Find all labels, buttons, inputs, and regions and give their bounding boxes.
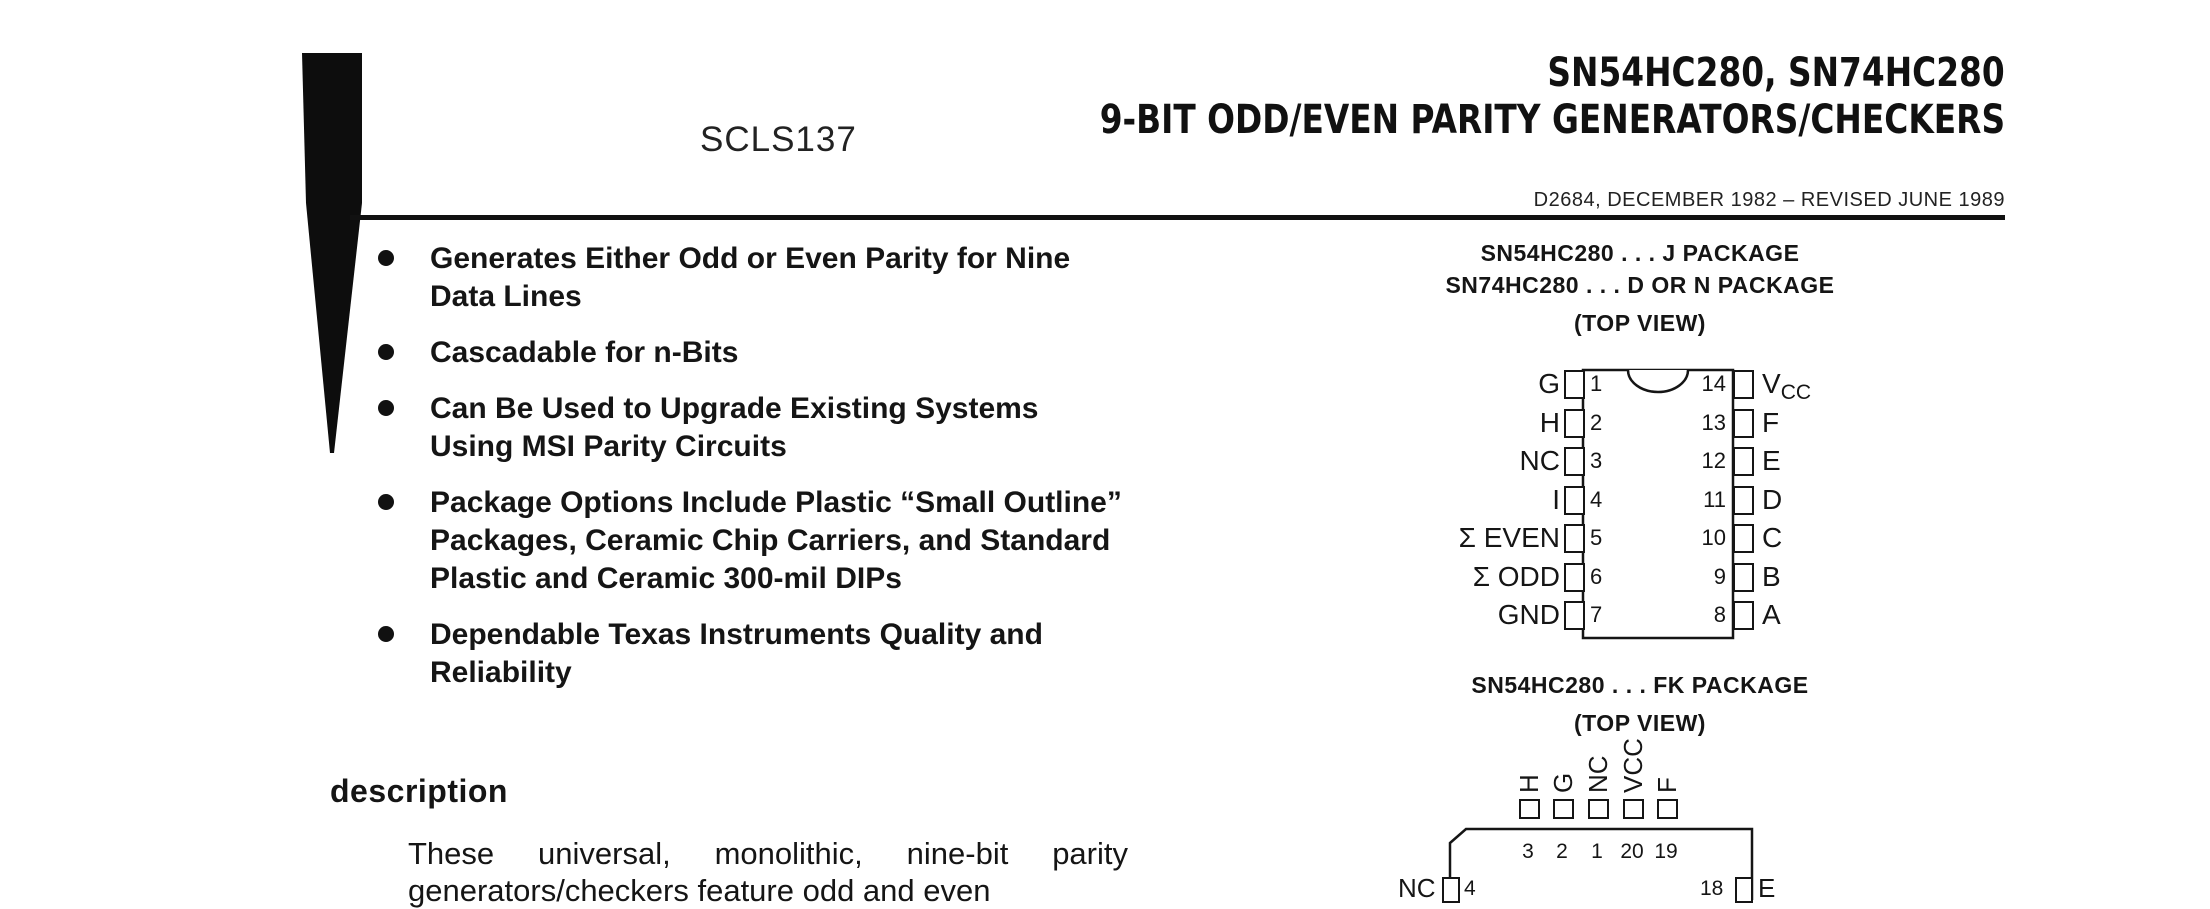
- feature-item: [370, 334, 1130, 372]
- dip-pin-number: 8: [1713, 602, 1726, 627]
- fk-pin-number: 19: [1654, 840, 1678, 863]
- fk-pin-label: G: [1548, 772, 1578, 793]
- dip-pin-label: G: [1538, 368, 1560, 399]
- fk-top-view-caption: (TOP VIEW): [1574, 710, 1706, 736]
- part-numbers-title: SN54HC280, SN74HC280: [1547, 50, 2005, 96]
- dip-pin-number: 4: [1590, 486, 1603, 512]
- feature-text: Generates Either Odd or Even Parity for Nine Data Lines: [430, 242, 1071, 313]
- fk-pin-label: H: [1514, 774, 1544, 793]
- feature-text: Dependable Texas Instruments Quality and Reliability: [430, 618, 1043, 689]
- dip-pin-label: B: [1762, 560, 1781, 592]
- dip-pin-number: 3: [1590, 448, 1603, 473]
- dip-pin-box: [1733, 486, 1754, 515]
- revision-line: D2684, DECEMBER 1982 – REVISED JUNE 1989: [1533, 189, 2005, 211]
- bullet-icon: [378, 494, 394, 510]
- dip-pin-label: $V_{CC}$: [1762, 368, 1812, 404]
- fk-pin-number: 4: [1464, 877, 1476, 900]
- fk-pin-number: 3: [1522, 840, 1534, 863]
- fk-pin-box: [1735, 877, 1753, 903]
- dip-pin-label: D: [1762, 483, 1783, 515]
- feature-text: Package Options Include Plastic “Small Outline” Packages, Ceramic Chip Carriers, and Standard Plastic and Ceramic 300-mil DIPs: [430, 486, 1122, 595]
- fk-pin-box: [1588, 799, 1609, 819]
- bullet-icon: [378, 626, 394, 642]
- dip-package-caption-dn: SN74HC280 . . . D OR N PACKAGE: [1445, 272, 1835, 298]
- dip-pin-label: E: [1762, 445, 1781, 476]
- dip-pin-box: [1733, 601, 1754, 630]
- dip-pin-box: [1733, 409, 1754, 438]
- dip-pin-box: [1733, 447, 1754, 476]
- dip-pin-box: [1733, 563, 1754, 592]
- feature-text: Can Be Used to Upgrade Existing Systems Using MSI Parity Circuits: [430, 392, 1039, 463]
- dip-pin-label: A: [1762, 599, 1781, 630]
- fk-pin-number: 20: [1620, 840, 1644, 863]
- fk-pin-label: NC: [1583, 755, 1613, 793]
- bullet-icon: [378, 400, 394, 416]
- fk-pin-box: [1442, 877, 1460, 903]
- bullet-icon: [378, 344, 394, 360]
- fk-pin-box: [1657, 799, 1678, 819]
- dip-pin-label: GND: [1497, 599, 1560, 630]
- dip-pin-number: 6: [1590, 563, 1603, 589]
- fk-pin-number: 1: [1591, 840, 1603, 863]
- dip-pinout-diagram: [1370, 360, 1950, 645]
- dip-pin-number: 1: [1590, 371, 1603, 396]
- fk-pin-label: NC: [1398, 873, 1436, 903]
- description-heading: description: [330, 773, 508, 809]
- dip-pin-label: H: [1539, 406, 1560, 438]
- fk-pin-label: E: [1758, 873, 1776, 903]
- dip-pin-label: Σ EVEN: [1458, 522, 1560, 553]
- dip-package-caption-j: SN54HC280 . . . J PACKAGE: [1480, 240, 1800, 266]
- section-tab-marker: [300, 53, 364, 453]
- feature-text: Cascadable for n-Bits: [430, 336, 739, 369]
- fk-pin-box: [1623, 799, 1644, 819]
- document-code: SCLS137: [700, 120, 857, 159]
- description-body: These universal, monolithic, nine-bit parity generators/checkers feature odd and even: [408, 836, 1128, 908]
- device-description-title: 9-BIT ODD/EVEN PARITY GENERATORS/CHECKERS: [1099, 97, 2005, 143]
- fk-pin-number: 2: [1556, 840, 1568, 863]
- dip-pin-box: [1733, 524, 1754, 553]
- dip-pin-label: I: [1552, 483, 1560, 515]
- dip-pin-label: NC: [1519, 445, 1560, 476]
- fk-pin-label: VCC: [1618, 738, 1648, 793]
- bullet-icon: [378, 250, 394, 266]
- dip-pin-label: F: [1762, 406, 1780, 438]
- dip-pin-number: 10: [1701, 525, 1726, 550]
- dip-pin-number: 2: [1590, 409, 1603, 435]
- fk-pin-box: [1553, 799, 1574, 819]
- dip-pin-number: 9: [1713, 563, 1726, 589]
- feature-item: [370, 484, 1130, 598]
- fk-package-caption: SN54HC280 . . . FK PACKAGE: [1471, 672, 1809, 698]
- dip-pin-number: 13: [1701, 409, 1726, 435]
- dip-top-view-caption: (TOP VIEW): [1574, 310, 1706, 336]
- fk-pinout-diagram: [1380, 738, 1780, 903]
- vcc-subscript: CC: [1780, 381, 1812, 404]
- feature-item: [370, 240, 1130, 316]
- fk-pin-box: [1519, 799, 1540, 819]
- dip-pin-number: 7: [1590, 602, 1603, 627]
- dip-pin-box: [1733, 370, 1754, 399]
- feature-list: [370, 240, 1130, 710]
- fk-pin-number: 18: [1700, 877, 1724, 900]
- dip-pin-label: Σ ODD: [1472, 560, 1560, 592]
- feature-item: [370, 616, 1130, 692]
- dip-pin-label: C: [1762, 522, 1783, 553]
- fk-pin-label: F: [1652, 777, 1682, 793]
- dip-pin-number: 5: [1590, 525, 1603, 550]
- dip-pin-number: 12: [1701, 448, 1726, 473]
- header-rule: [350, 215, 2005, 220]
- dip-pin-number: 14: [1701, 371, 1726, 396]
- dip-pin-number: 11: [1703, 486, 1726, 512]
- feature-item: [370, 390, 1130, 466]
